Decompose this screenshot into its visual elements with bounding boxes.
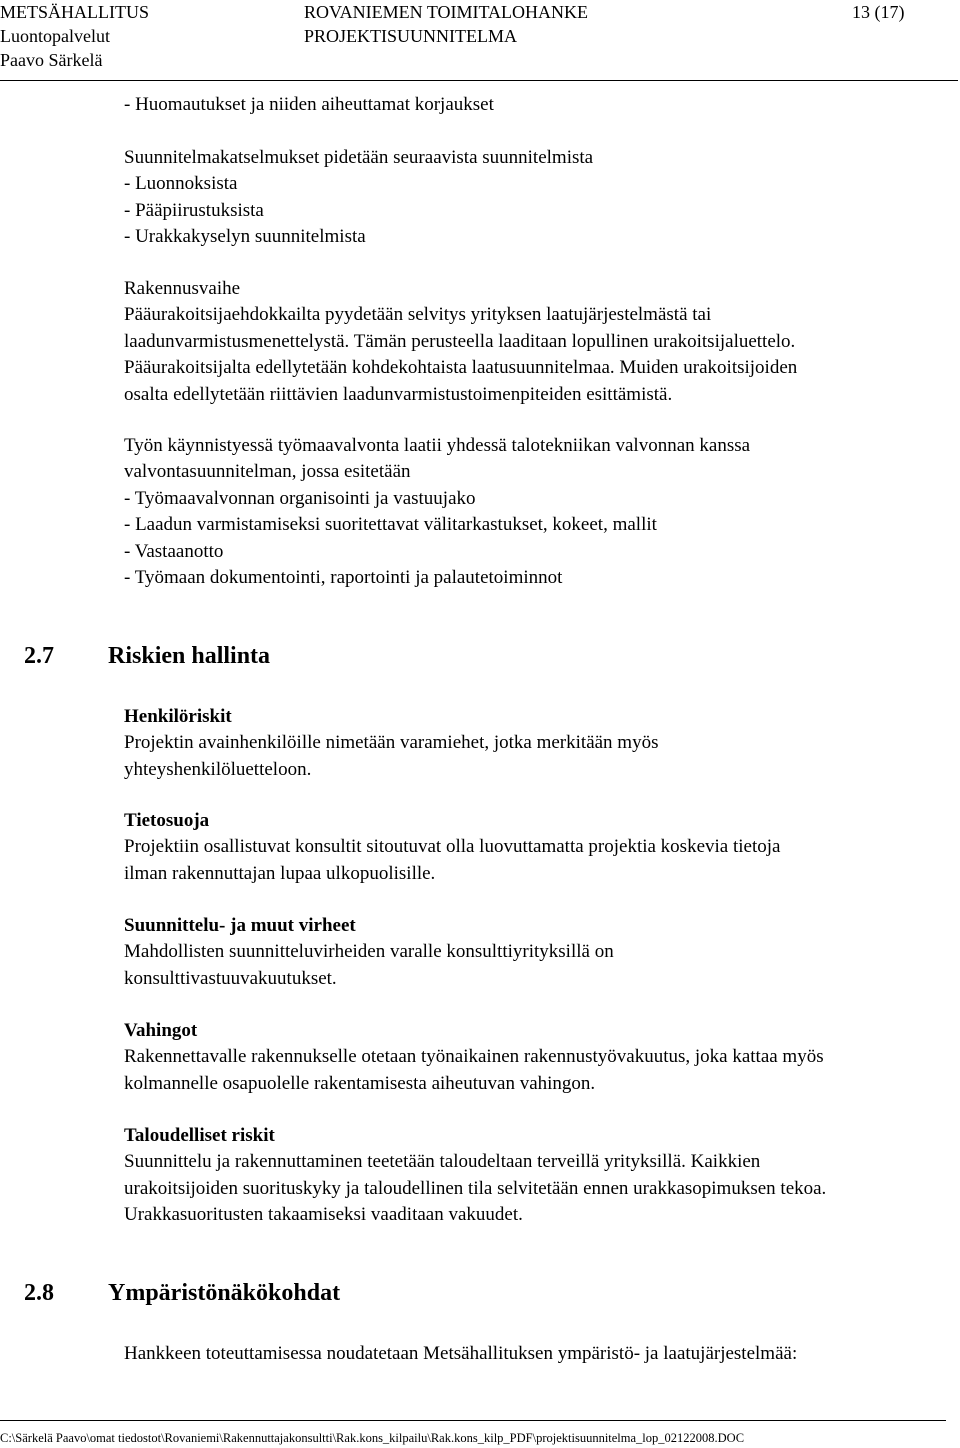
subheading: Suunnittelu- ja muut virheet xyxy=(124,915,356,936)
list-item: - Urakkakyselyn suunnitelmista xyxy=(124,226,366,248)
risk-block-design-errors xyxy=(124,913,960,992)
section-title: Riskien hallinta xyxy=(108,643,271,669)
header-author: Paavo Särkelä xyxy=(0,50,103,70)
subheading: Tietosuoja xyxy=(124,810,210,831)
subheading: Vahingot xyxy=(124,1020,198,1041)
list-item: - Työmaan dokumentointi, raportointi ja palautetoiminnot xyxy=(124,566,563,588)
section-heading-2-8 xyxy=(24,1278,340,1308)
paragraph-supervision xyxy=(124,433,960,591)
paragraph-environment xyxy=(124,1341,960,1367)
footer-rule xyxy=(0,1420,946,1421)
text-line: Pääurakoitsijalta edellytetään kohdekohtaista laatusuunnitelmaa. Muiden urakoitsijoiden xyxy=(124,357,798,379)
subheading: Taloudelliset riskit xyxy=(124,1125,275,1146)
header-unit: Luontopalvelut xyxy=(0,26,110,46)
text-line: Pääurakoitsijaehdokkailta pyydetään selvitys yrityksen laatujärjestelmästä tai xyxy=(124,304,712,326)
list-item: - Pääpiirustuksista xyxy=(124,199,264,221)
list-item: - Työmaavalvonnan organisointi ja vastuujako xyxy=(124,487,476,509)
text-line: Projektin avainhenkilöille nimetään varamiehet, jotka merkitään myös xyxy=(124,732,659,754)
text-line: yhteyshenkilöluetteloon. xyxy=(124,758,312,780)
paragraph-corrections xyxy=(124,92,960,118)
section-title: Ympäristönäkökohdat xyxy=(108,1280,341,1306)
text-line: laadunvarmistusmenettelystä. Tämän perusteella laaditaan lopullinen urakoitsijaluettelo. xyxy=(124,330,796,352)
risk-block-privacy xyxy=(124,808,960,887)
subheading: Henkilöriskit xyxy=(124,706,232,727)
header-org: METSÄHALLITUS xyxy=(0,2,149,22)
text-line: valvontasuunnitelman, jossa esitetään xyxy=(124,461,411,483)
text-line: Hankkeen toteuttamisessa noudatetaan Metsähallituksen ympäristö- ja laatujärjestelmää: xyxy=(124,1343,798,1364)
text-line: osalta edellytetään riittävien laadunvarmistustoimenpiteiden esittämistä. xyxy=(124,383,673,405)
risk-block-personnel xyxy=(124,704,960,783)
text-line: Suunnittelu ja rakennuttaminen teetetään taloudeltaan terveillä yrityksillä. Kaikkien xyxy=(124,1151,761,1173)
text-line: urakoitsijoiden suorituskyky ja taloudellinen tila selvitetään ennen urakkasopimuksen tekoa. xyxy=(124,1177,827,1199)
text-line: Rakennusvaihe xyxy=(124,278,241,299)
section-heading-2-7 xyxy=(24,641,270,671)
footer-file-path: C:\Särkelä Paavo\omat tiedostot\Rovaniemi\Rakennuttajakonsultti\Rak.kons_kilpailu\Rak.kons_kilp_PDF\projektisuunnitelma_lop_02122008.DOC xyxy=(0,1431,745,1445)
paragraph-reviews xyxy=(124,145,960,251)
text-line: Rakennettavalle rakennukselle otetaan työnaikainen rakennustyövakuutus, joka kattaa myös xyxy=(124,1046,824,1068)
text-line: ilman rakennuttajan lupaa ulkopuolisille. xyxy=(124,862,436,884)
header-page-number: 13 (17) xyxy=(852,2,905,22)
list-item: - Laadun varmistamiseksi suoritettavat välitarkastukset, kokeet, mallit xyxy=(124,514,657,536)
header-project: ROVANIEMEN TOIMITALOHANKE xyxy=(304,2,589,22)
text-line: Työn käynnistyessä työmaavalvonta laatii yhdessä talotekniikan valvonnan kanssa xyxy=(124,435,751,456)
list-item: - Vastaanotto xyxy=(124,540,224,562)
text-line: - Huomautukset ja niiden aiheuttamat korjaukset xyxy=(124,94,494,115)
header-left xyxy=(0,0,149,72)
header-doctype: PROJEKTISUUNNITELMA xyxy=(304,26,517,46)
page-header xyxy=(0,0,960,72)
page-footer xyxy=(0,1420,960,1445)
paragraph-construction-phase xyxy=(124,276,960,408)
text-line: konsulttivastuuvakuutukset. xyxy=(124,967,337,989)
section-number: 2.8 xyxy=(24,1280,54,1306)
header-center xyxy=(304,0,588,48)
text-line: Urakkasuoritusten takaamiseksi vaaditaan vakuudet. xyxy=(124,1204,523,1226)
text-line: Suunnitelmakatselmukset pidetään seuraavista suunnitelmista xyxy=(124,147,594,168)
text-line: kolmannelle osapuolelle rakentamisesta aiheutuvan vahingon. xyxy=(124,1072,596,1094)
list-item: - Luonnoksista xyxy=(124,173,238,195)
text-line: Projektiin osallistuvat konsultit sitoutuvat olla luovuttamatta projektia koskevia tietoja xyxy=(124,836,781,858)
risk-block-damages xyxy=(124,1018,960,1097)
header-rule xyxy=(0,80,958,81)
text-line: Mahdollisten suunnitteluvirheiden varalle konsulttiyrityksillä on xyxy=(124,941,614,963)
section-number: 2.7 xyxy=(24,643,54,669)
risk-block-financial xyxy=(124,1123,960,1229)
